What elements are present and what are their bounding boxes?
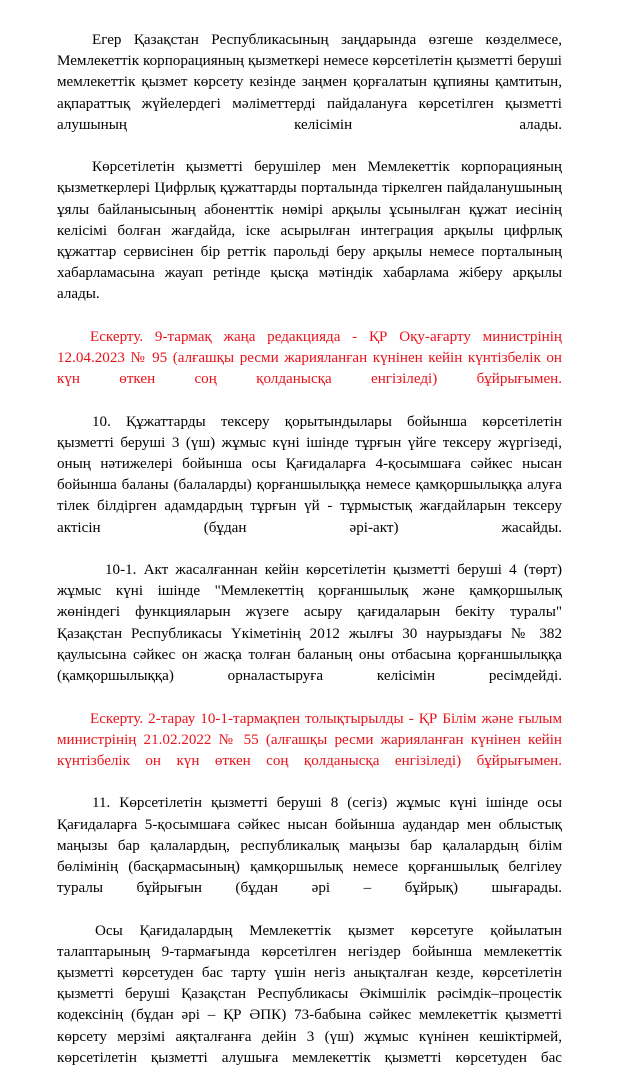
note-chapter-2-supplement: Ескерту. 2-тарау 10-1-тармақпен толықтырылды - ҚР Білім және ғылым министрінің 21.02.2022 № 55 (алғашқы ресми жарияланған күнінен кейін күнтізбелік он күн өткен соң қолданысқа енгізіледі) бұйрығымен. <box>57 710 562 769</box>
paragraph-10-inspection: 10. Құжаттарды тексеру қорытындылары бойынша көрсетілетін қызметті беруші 3 (үш) жұмыс күні ішінде тұрғын үйге тексеру жүргізеді, оның нәтижелері бойынша осы Қағидаларға 4-қосымшаға сәйкес нысан бойынша баланы (балаларды) қорғаншылыққа немесе қамқоршылыққа алуға тілек білдірген адамдардың тұрғын үй - тұрмыстық жағдайларын тексеру актісін (бұдан әрі-акт) жасайды. <box>57 413 562 536</box>
paragraph-digital-documents: Көрсетілетін қызметті берушілер мен Мемлекеттік корпорацияның қызметкерлері Цифрлық құжаттарды порталында тіркелген пайдаланушының ұялы байланысының абоненттік нөмірі арқылы ұсынылған құжат иесінің келісімі болған жағдайда, іске асырылған интеграция арқылы цифрлық құжаттар сервисінен бір реттік парольді беру арқылы немесе порталының хабарламасына жауап ретінде қысқа мәтіндік хабарлама жіберу арқылы алады. <box>57 159 562 303</box>
paragraph-refusal-grounds: Осы Қағидалардың Мемлекеттік қызмет көрсетуге қойылатын талаптарының 9-тармағында көрсетілген негіздер бойынша мемлекеттік қызметті көрсетуден бас тарту үшін негіз анықталған кезде, көрсетілетін қызметті беруші Қазақстан Республикасы Әкімшілік рәсімдік–процестік кодексінің (бұдан әрі – ҚР ӘПК) 73-бабына сәйкес мемлекеттік қызметті көрсету мерзімі аяқталғанға дейін 3 (үш) жұмыс күнінен кешіктірмей, көрсетілетін қызметті алушыға мемлекеттік қызметті көрсетуден бас <box>57 922 562 1066</box>
document-body <box>57 30 562 1090</box>
paragraph-10-1-act: 10-1. Акт жасалғаннан кейін көрсетілетін қызметті беруші 4 (төрт) жұмыс күні ішінде "Мемлекеттің қорғаншылық және қамқоршылық жөніндегі функцияларын жүзеге асыру қағидаларын бекіту туралы" Қазақстан Республикасы Үкіметінің 2012 жылғы 30 наурыздағы № 382 қаулысына сәйкес он жасқа толған баланың оны отбасына қорғаншылыққа (қамқоршылыққа) орналастыруға келісімін ресімдейді. <box>57 562 562 685</box>
paragraph-9-consent: Егер Қазақстан Республикасының заңдарында өзгеше көзделмесе, Мемлекеттік корпорацияның қызметкері немесе көрсетілетін қызметті беруші мемлекеттік қызмет көрсету кезінде заңмен қорғалатын құпияны қамтитын, ақпараттық жүйелердегі мәліметтерді пайдалануға көрсетілген қызметті алушының келісімін алады. <box>57 32 562 133</box>
paragraph-11-order: 11. Көрсетілетін қызметті беруші 8 (сегіз) жұмыс күні ішінде осы Қағидаларға 5-қосымшаға сәйкес нысан бойынша аудандар мен облыстық маңызы бар қалалардың, республикалық маңызы бар қалалардың білім бөлімінің (басқармасының) қамқоршылық немесе қорғаншылық белгілеу туралы бұйрығын (бұдан әрі – бұйрық) шығарады. <box>57 795 562 897</box>
note-9-new-edition: Ескерту. 9-тармақ жаңа редакцияда - ҚР Оқу-ағарту министрінің 12.04.2023 № 95 (алғашқы ресми жарияланған күнінен кейін күнтізбелік он күн өткен соң қолданысқа енгізіледі) бұйрығымен. <box>57 328 562 388</box>
